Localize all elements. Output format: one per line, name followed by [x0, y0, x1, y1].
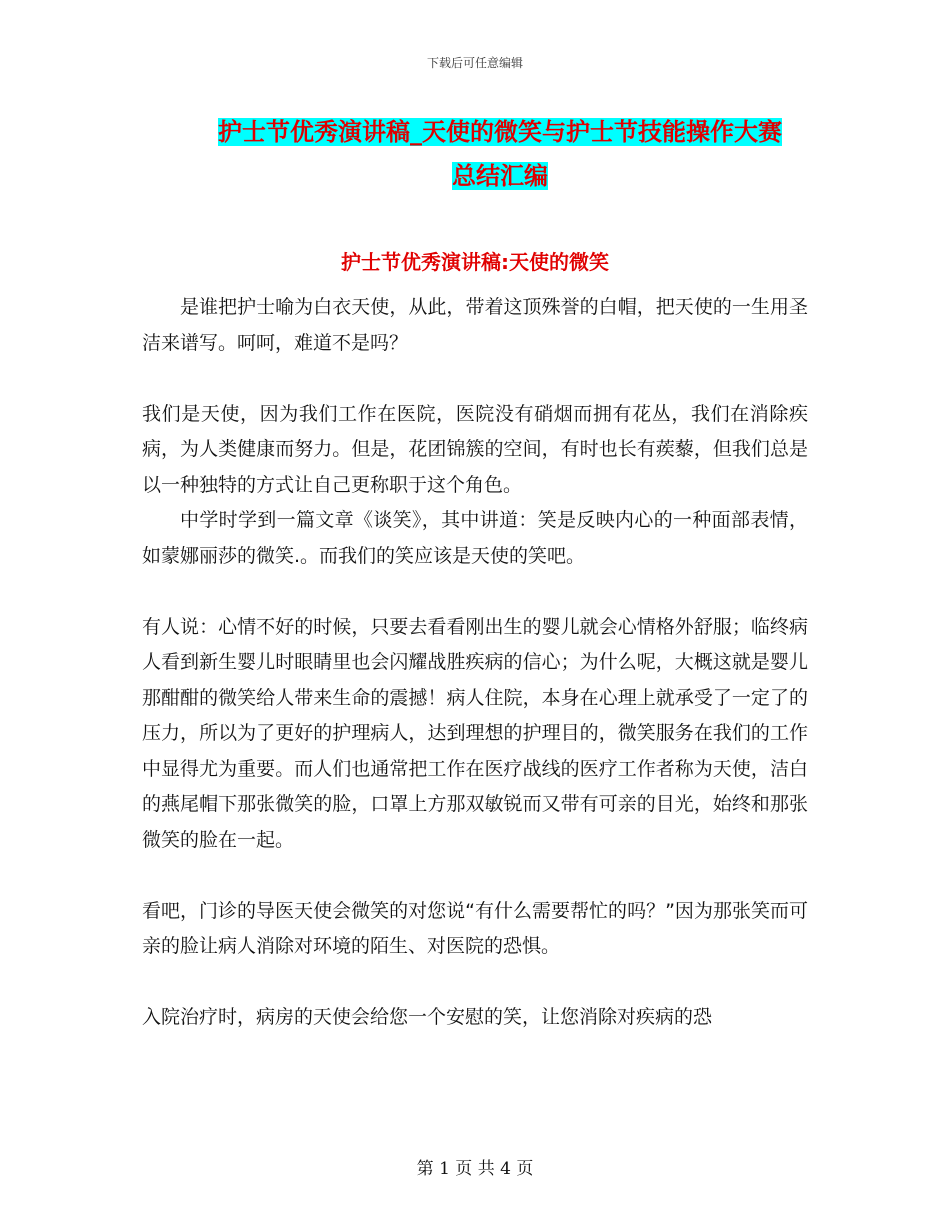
paragraph-2: 我们是天使，因为我们工作在医院，医院没有硝烟而拥有花丛，我们在消除疾病，为人类健康而努力。但是，花团锦簇的空间，有时也长有蒺藜，但我们总是以一种独特的方式让自己更称职于这个角色。: [142, 402, 808, 496]
paragraph-4: 有人说：心情不好的时候，只要去看看刚出生的婴儿就会心情格外舒服；临终病人看到新生婴儿时眼睛里也会闪耀战胜疾病的信心；为什么呢，大概这就是婴儿那酣酣的微笑给人带来生命的震撼！病人住院，本身在心理上就承受了一定了的压力，所以为了更好的护理病人，达到理想的护理目的，微笑服务在我们的工作中显得尤为重要。而人们也通常把工作在医疗战线的医疗工作者称为天使，洁白的燕尾帽下那张微笑的脸，口罩上方那双敏锐而又带有可亲的目光，始终和那张微笑的脸在一起。: [142, 615, 808, 851]
header-note: 下载后可任意编辑: [426, 56, 523, 70]
document-title-line-2: 总结汇编: [452, 162, 548, 190]
paragraph-5: 看吧，门诊的导医天使会微笑的对您说“有什么需要帮忙的吗？”因为那张笑而可亲的脸让病人消除对环境的陌生、对医院的恐惧。: [142, 899, 808, 957]
paragraph-3: 中学时学到一篇文章《谈笑》，其中讲道：笑是反映内心的一种面部表情，如蒙娜丽莎的微笑.。而我们的笑应该是天使的笑吧。: [142, 509, 808, 567]
page-footer: 第 1 页 共 4 页: [416, 1159, 534, 1179]
section-title: 护士节优秀演讲稿:天使的微笑: [341, 250, 609, 274]
paragraph-6: 入院治疗时，病房的天使会给您一个安慰的笑，让您消除对疾病的恐: [142, 1006, 713, 1028]
paragraph-1: 是谁把护士喻为白衣天使，从此，带着这顶殊誉的白帽，把天使的一生用圣洁来谱写。呵呵，难道不是吗？: [142, 296, 808, 354]
document-title-line-1: 护士节优秀演讲稿_天使的微笑与护士节技能操作大赛: [218, 118, 782, 146]
document-title: [140, 110, 860, 198]
body-text: [142, 290, 808, 1036]
